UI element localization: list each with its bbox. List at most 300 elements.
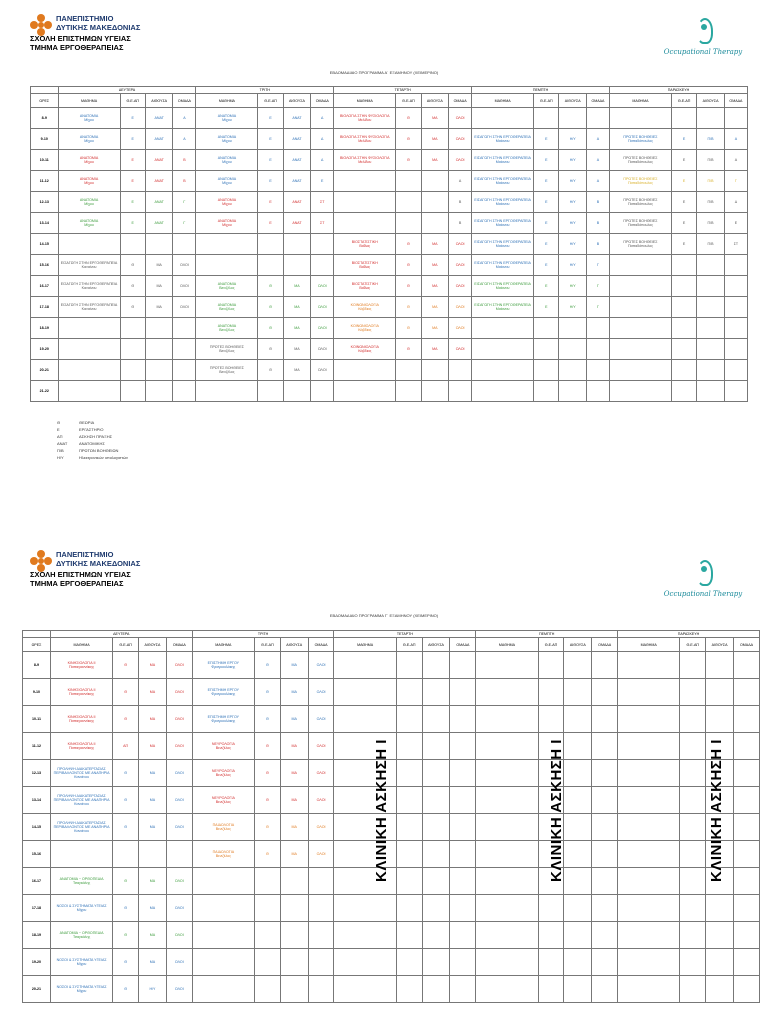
group-cell: ΟΛΟΙ <box>166 760 192 787</box>
legend-text: ΑΣΚΗΣΗ ΠΡΑΞΗΣ <box>79 434 113 439</box>
empty-cell <box>145 360 173 381</box>
ot-logo <box>658 18 748 56</box>
instructor-name: Μίχου <box>84 160 94 164</box>
instructor-name: Μίχου <box>84 181 94 185</box>
course-name: ΚΟΙΝΩΝΙΟΛΟΓΙΑ <box>350 303 379 307</box>
course-name: ΑΝΑΤΟΜΙΑ <box>217 198 237 202</box>
room-cell: Η/Υ <box>138 976 166 1003</box>
group-cell: ΟΛΟΙ <box>449 276 472 297</box>
empty-cell <box>618 895 680 922</box>
group-cell: Β <box>586 234 609 255</box>
group-cell: Α <box>586 129 609 150</box>
empty-cell <box>564 814 592 841</box>
empty-cell <box>422 760 450 787</box>
type-cell: Θ <box>113 922 139 949</box>
col-header-course: ΜΑΘΗΜΑ <box>334 638 396 652</box>
hour-cell: 17-18 <box>23 895 51 922</box>
room-cell: ΑΝΑΤ <box>145 192 173 213</box>
col-header-course: ΜΑΘΗΜΑ <box>58 94 120 108</box>
empty-cell <box>609 255 671 276</box>
empty-cell <box>734 706 760 733</box>
empty-cell <box>422 814 450 841</box>
empty-cell <box>538 922 564 949</box>
empty-cell <box>396 679 422 706</box>
room-cell: ΜΑ <box>145 255 173 276</box>
type-cell: Θ <box>113 787 139 814</box>
room-cell: ΑΝΑΤ <box>145 129 173 150</box>
course-cell <box>196 339 258 360</box>
course-name: ΠΡΟΛΗΨΗ ΔΙΑΚΑΤΕΡΓΑΣΙΑΣ ΠΕΡΙΒΑΛΛΟΝΤΟΣ ΜΕ ΑΝΑΠΗΡΙΑ <box>53 794 110 802</box>
empty-cell <box>618 760 680 787</box>
room-cell: ΜΑ <box>138 733 166 760</box>
empty-cell <box>173 381 196 402</box>
empty-cell <box>564 868 592 895</box>
group-cell: Β <box>173 150 196 171</box>
course-cell <box>58 171 120 192</box>
course-cell <box>50 733 112 760</box>
empty-cell <box>334 381 396 402</box>
day-header-4: ΠΕΜΠΤΗ <box>476 631 618 638</box>
course-name: ΒΙΟΛΟΓΙΑ ΣΤΗΝ ΦΥΣΙΟΛΟΓΙΑ <box>339 135 390 139</box>
group-cell: ΟΛΟΙ <box>166 679 192 706</box>
course-cell <box>196 150 258 171</box>
empty-cell <box>680 760 706 787</box>
course-cell <box>609 171 671 192</box>
instructor-name: Μίχου <box>76 989 87 993</box>
instructor-name: Παπαδόπουλος <box>627 202 653 206</box>
group-cell: ΟΛΟΙ <box>449 255 472 276</box>
room-cell: ΜΑ <box>280 814 308 841</box>
empty-cell <box>50 841 112 868</box>
empty-cell <box>308 949 334 976</box>
course-cell <box>196 108 258 129</box>
col-header-group: ΟΜΑΔΑ <box>308 638 334 652</box>
course-name: ΕΙΣΑΓΩΓΗ ΣΤΗΝ ΕΡΓΟΘΕΡΑΠΕΙΑ <box>474 303 531 307</box>
room-cell: ΑΝΑΤ <box>283 150 311 171</box>
empty-cell <box>586 339 609 360</box>
empty-cell <box>422 976 450 1003</box>
course-name: ΑΝΑΤΟΜΙΑ − ΟΡΘΟΠΕΔΙΑ <box>59 877 104 881</box>
empty-cell <box>680 706 706 733</box>
col-header-type: Θ-Ε-ΑΠ <box>120 94 145 108</box>
instructor-name: Μελίδου <box>358 160 372 164</box>
course-cell <box>192 760 254 787</box>
type-cell: Θ <box>255 652 281 679</box>
empty-cell <box>680 841 706 868</box>
empty-cell <box>618 733 680 760</box>
empty-cell <box>450 895 476 922</box>
empty-cell <box>609 381 671 402</box>
empty-cell <box>618 868 680 895</box>
group-cell: Α <box>173 108 196 129</box>
col-header-course: ΜΑΘΗΜΑ <box>192 638 254 652</box>
instructor-name: Βενιζέλος <box>215 800 231 804</box>
university-name-line1: ΠΑΝΕΠΙΣΤΗΜΙΟ <box>56 550 114 559</box>
course-cell <box>609 234 671 255</box>
empty-cell <box>476 652 538 679</box>
course-cell <box>196 318 258 339</box>
instructor-name: Βενιζέλος <box>219 370 235 374</box>
room-cell: ΑΝΑΤ <box>283 171 311 192</box>
col-header-group: ΟΜΑΔΑ <box>450 638 476 652</box>
clinical-practice-label-wed: ΚΛΙΝΙΚΗ ΑΣΚΗΣΗ Ι <box>372 739 390 882</box>
university-name-line2: ΔΥΤΙΚΗΣ ΜΑΚΕΔΟΝΙΑΣ <box>56 559 141 568</box>
room-cell: Π/Β <box>697 213 725 234</box>
instructor-name: Μίχου <box>76 908 87 912</box>
type-cell: Ε <box>258 213 283 234</box>
hour-cell: 13-14 <box>31 213 59 234</box>
course-cell <box>334 339 396 360</box>
room-cell: Π/Β <box>697 129 725 150</box>
empty-cell <box>734 787 760 814</box>
empty-cell <box>422 733 450 760</box>
course-name: ΑΝΑΤΟΜΙΑ <box>79 114 99 118</box>
room-cell: Π/Β <box>697 234 725 255</box>
empty-cell <box>311 234 334 255</box>
col-header-room: ΑΙΘΟΥΣΑ <box>145 94 173 108</box>
room-cell: Η/Υ <box>559 234 587 255</box>
room-cell: ΜΑ <box>421 297 449 318</box>
course-name: ΒΙΟΛΟΓΙΑ ΣΤΗΝ ΦΥΣΙΟΛΟΓΙΑ <box>339 156 390 160</box>
type-cell: Θ <box>113 679 139 706</box>
course-name: ΑΝΑΤΟΜΙΑ <box>217 177 237 181</box>
course-cell <box>472 234 534 255</box>
empty-cell <box>476 706 538 733</box>
empty-cell <box>538 895 564 922</box>
course-cell <box>50 760 112 787</box>
empty-cell <box>58 318 120 339</box>
course-cell <box>196 129 258 150</box>
course-cell <box>472 171 534 192</box>
empty-cell <box>706 652 734 679</box>
course-name: ΑΝΑΤΟΜΙΑ <box>79 219 99 223</box>
room-cell: Η/Υ <box>559 129 587 150</box>
course-cell <box>472 255 534 276</box>
empty-cell <box>564 733 592 760</box>
course-cell <box>58 192 120 213</box>
type-cell: Ε <box>258 150 283 171</box>
instructor-name: Κάβδιας <box>358 349 372 353</box>
empty-cell <box>173 234 196 255</box>
empty-cell <box>618 652 680 679</box>
type-cell: Ε <box>534 276 559 297</box>
empty-cell <box>609 297 671 318</box>
empty-cell <box>724 108 747 129</box>
instructor-name: Βαΐλας <box>359 244 371 248</box>
empty-cell <box>120 318 145 339</box>
empty-cell <box>538 679 564 706</box>
empty-cell <box>476 949 538 976</box>
col-header-group: ΟΜΑΔΑ <box>586 94 609 108</box>
course-cell <box>196 213 258 234</box>
course-name: ΒΙΟΣΤΑΤΙΣΤΙΚΗ <box>351 261 378 265</box>
legend-abbr: Θ <box>57 420 61 425</box>
empty-cell <box>706 976 734 1003</box>
course-name: ΕΙΣΑΓΩΓΗ ΣΤΗΝ ΕΡΓΟΘΕΡΑΠΕΙΑ <box>474 219 531 223</box>
type-cell: Θ <box>113 760 139 787</box>
instructor-name: Καναίνου <box>74 775 89 779</box>
hour-cell: 19-20 <box>23 949 51 976</box>
hour-cell: 17-18 <box>31 297 59 318</box>
university-emblem-icon <box>30 550 52 572</box>
course-name: ΠΡΩΤΕΣ ΒΟΗΘΕΙΕΣ <box>209 345 244 349</box>
legend-item <box>57 447 128 454</box>
empty-cell <box>680 679 706 706</box>
empty-cell <box>422 841 450 868</box>
col-header-room: ΑΙΘΟΥΣΑ <box>280 638 308 652</box>
empty-cell <box>706 949 734 976</box>
course-name: ΒΙΟΣΤΑΤΙΣΤΙΚΗ <box>351 282 378 286</box>
empty-cell <box>724 339 747 360</box>
col-header-type: Θ-Ε-ΑΠ <box>671 94 696 108</box>
empty-cell <box>592 652 618 679</box>
empty-cell <box>609 318 671 339</box>
room-cell: ΜΑ <box>280 760 308 787</box>
group-cell: ΟΛΟΙ <box>449 108 472 129</box>
university-emblem-icon <box>30 14 52 36</box>
instructor-name: Μίχου <box>222 181 232 185</box>
empty-cell <box>680 976 706 1003</box>
room-cell: ΑΝΑΤ <box>283 129 311 150</box>
type-cell: Ε <box>534 192 559 213</box>
hour-cell: 13-14 <box>23 787 51 814</box>
course-cell <box>472 150 534 171</box>
empty-cell <box>476 895 538 922</box>
course-cell <box>334 108 396 129</box>
col-header-group: ΟΜΑΔΑ <box>724 94 747 108</box>
course-cell <box>58 297 120 318</box>
col-header-type: Θ-Ε-ΑΠ <box>680 638 706 652</box>
course-name: ΕΙΣΑΓΩΓΗ ΣΤΗΝ ΕΡΓΟΘΕΡΑΠΕΙΑ <box>474 240 531 244</box>
hour-cell: 18-19 <box>23 922 51 949</box>
col-header-type: Θ-Ε-ΑΠ <box>255 638 281 652</box>
course-name: ΚΟΙΝΩΝΙΟΛΟΓΙΑ <box>350 324 379 328</box>
corner-cell <box>23 631 51 638</box>
room-cell: Η/Υ <box>559 297 587 318</box>
empty-cell <box>592 787 618 814</box>
empty-cell <box>450 706 476 733</box>
empty-cell <box>396 922 422 949</box>
empty-cell <box>255 976 281 1003</box>
course-name: ΕΙΣΑΓΩΓΗ ΣΤΗΝ ΕΡΓΟΘΕΡΑΠΕΙΑ <box>474 177 531 181</box>
group-cell: Γ <box>586 297 609 318</box>
empty-cell <box>120 234 145 255</box>
group-cell: Γ <box>586 276 609 297</box>
empty-cell <box>671 255 696 276</box>
empty-cell <box>422 652 450 679</box>
course-cell <box>50 814 112 841</box>
ot-head-icon <box>688 18 718 48</box>
room-cell: ΑΝΑΤ <box>145 108 173 129</box>
hour-cell: 14-15 <box>31 234 59 255</box>
group-cell: ΟΛΟΙ <box>308 679 334 706</box>
room-cell: ΜΑ <box>280 679 308 706</box>
group-cell: ΟΛΟΙ <box>311 318 334 339</box>
col-header-type: Θ-Ε-ΑΠ <box>396 638 422 652</box>
course-cell <box>196 297 258 318</box>
course-name: ΑΝΑΤΟΜΙΑ <box>79 177 99 181</box>
col-header-type: Θ-Ε-ΑΠ <box>396 94 421 108</box>
room-cell: ΜΑ <box>138 922 166 949</box>
empty-cell <box>422 922 450 949</box>
course-cell <box>192 706 254 733</box>
group-cell: ΟΛΟΙ <box>311 360 334 381</box>
room-cell: ΜΑ <box>421 129 449 150</box>
empty-cell <box>734 868 760 895</box>
course-cell <box>472 213 534 234</box>
empty-cell <box>680 895 706 922</box>
empty-cell <box>422 868 450 895</box>
type-cell: Ε <box>534 171 559 192</box>
course-name: ΠΡΟΛΗΨΗ ΔΙΑΚΑΤΕΡΓΑΣΙΑΣ ΠΕΡΙΒΑΛΛΟΝΤΟΣ ΜΕ ΑΝΑΠΗΡΙΑ <box>53 821 110 829</box>
empty-cell <box>734 814 760 841</box>
empty-cell <box>592 895 618 922</box>
course-name: ΠΡΩΤΕΣ ΒΟΗΘΕΙΕΣ <box>623 219 658 223</box>
empty-cell <box>173 339 196 360</box>
instructor-name: Μαίανου <box>495 265 510 269</box>
group-cell: Δ <box>311 129 334 150</box>
empty-cell <box>396 841 422 868</box>
type-cell: Θ <box>120 255 145 276</box>
instructor-name: Παπαδόπουλος <box>627 181 653 185</box>
course-name: ΝΕΥΡΟΛΟΓΙΑ <box>211 742 235 746</box>
course-cell <box>192 652 254 679</box>
instructor-name: Βενιζέλος <box>219 349 235 353</box>
empty-cell <box>396 976 422 1003</box>
course-name: ΑΝΑΤΟΜΙΑ <box>217 156 237 160</box>
schedule-title-2: ΕΒΔΟΜΑΔΙΑΙΟ ΠΡΟΓΡΑΜΜΑ Γ΄ ΕΞΑΜΗΝΟΥ (ΧΕΙΜΕΡΙΝΟ) <box>329 613 439 618</box>
empty-cell <box>422 895 450 922</box>
empty-cell <box>680 652 706 679</box>
instructor-name: Μίχου <box>84 223 94 227</box>
group-cell: ΟΛΟΙ <box>449 297 472 318</box>
course-name: ΝΟΣΟΙ & ΣΥΣΤΗΜΑΤΑ ΥΓΕΙΑΣ <box>56 904 107 908</box>
type-cell: Θ <box>120 297 145 318</box>
group-cell: ΟΛΟΙ <box>173 255 196 276</box>
room-cell: ΜΑ <box>138 868 166 895</box>
room-cell: ΜΑ <box>283 276 311 297</box>
group-cell: Α <box>449 171 472 192</box>
course-cell <box>192 679 254 706</box>
empty-cell <box>308 895 334 922</box>
group-cell: Γ <box>173 192 196 213</box>
empty-cell <box>396 706 422 733</box>
type-cell: Θ <box>258 339 283 360</box>
empty-cell <box>283 234 311 255</box>
group-cell: Ε <box>311 171 334 192</box>
col-header-room: ΑΙΘΟΥΣΑ <box>706 638 734 652</box>
department-name: ΤΜΗΜΑ ΕΡΓΟΘΕΡΑΠΕΙΑΣ <box>30 579 124 588</box>
instructor-name: Μαίανου <box>495 181 510 185</box>
empty-cell <box>472 108 534 129</box>
empty-cell <box>564 787 592 814</box>
course-cell <box>196 192 258 213</box>
empty-cell <box>450 814 476 841</box>
day-header-1: ΔΕΥΤΕΡΑ <box>58 87 196 94</box>
group-cell: Β <box>449 192 472 213</box>
empty-cell <box>734 976 760 1003</box>
instructor-name: Μίχου <box>84 139 94 143</box>
type-cell: Θ <box>255 706 281 733</box>
empty-cell <box>192 976 254 1003</box>
type-cell: Ε <box>671 213 696 234</box>
empty-cell <box>422 787 450 814</box>
empty-cell <box>609 276 671 297</box>
course-name: ΠΡΟΛΗΨΗ ΔΙΑΚΑΤΕΡΓΑΣΙΑΣ ΠΕΡΙΒΑΛΛΟΝΤΟΣ ΜΕ ΑΝΑΠΗΡΙΑ <box>53 767 110 775</box>
empty-cell <box>476 733 538 760</box>
empty-cell <box>586 108 609 129</box>
instructor-name: Μελίδου <box>358 118 372 122</box>
empty-cell <box>609 108 671 129</box>
course-name: ΕΙΣΑΓΩΓΗ ΣΤΗΝ ΕΡΓΟΘΕΡΑΠΕΙΑ <box>474 198 531 202</box>
empty-cell <box>697 276 725 297</box>
empty-cell <box>396 192 421 213</box>
empty-cell <box>697 255 725 276</box>
empty-cell <box>396 949 422 976</box>
type-cell: Ε <box>534 129 559 150</box>
group-cell: ΟΛΟΙ <box>449 318 472 339</box>
empty-cell <box>450 868 476 895</box>
hour-cell: 10-11 <box>23 706 51 733</box>
instructor-name: Μίχου <box>222 118 232 122</box>
course-name: ΑΝΑΤΟΜΙΑ <box>217 282 237 286</box>
instructor-name: Παπαδόπουλος <box>627 160 653 164</box>
type-cell: Θ <box>396 234 421 255</box>
empty-cell <box>58 339 120 360</box>
room-cell: ΜΑ <box>138 895 166 922</box>
group-cell: ΟΛΟΙ <box>308 652 334 679</box>
instructor-name: Μίχου <box>84 118 94 122</box>
course-cell <box>196 276 258 297</box>
empty-cell <box>450 652 476 679</box>
empty-cell <box>258 234 283 255</box>
type-cell: Ε <box>120 129 145 150</box>
room-cell: Η/Υ <box>559 255 587 276</box>
room-cell: ΑΝΑΤ <box>145 171 173 192</box>
course-cell <box>58 276 120 297</box>
instructor-name: Μαίανου <box>495 160 510 164</box>
course-cell <box>50 895 112 922</box>
course-name: ΠΡΩΤΕΣ ΒΟΗΘΕΙΕΣ <box>209 366 244 370</box>
type-cell: Θ <box>258 276 283 297</box>
empty-cell <box>145 339 173 360</box>
col-header-room: ΑΙΘΟΥΣΑ <box>421 94 449 108</box>
course-name: ΕΠΙΣΤΗΜΗ ΕΡΓΟΥ <box>207 715 240 719</box>
instructor-name: Φραγκουλάκης <box>211 692 236 696</box>
empty-cell <box>564 976 592 1003</box>
instructor-name: Βενιζέλος <box>219 286 235 290</box>
type-cell: Θ <box>258 297 283 318</box>
course-cell <box>192 787 254 814</box>
type-cell: Ε <box>671 192 696 213</box>
type-cell: Ε <box>671 150 696 171</box>
group-cell: ΟΛΟΙ <box>311 339 334 360</box>
col-header-course: ΜΑΘΗΜΑ <box>476 638 538 652</box>
instructor-name: Μαίανου <box>495 307 510 311</box>
room-cell: Η/Υ <box>559 150 587 171</box>
room-cell: ΜΑ <box>280 652 308 679</box>
empty-cell <box>472 339 534 360</box>
course-cell <box>50 679 112 706</box>
legend-text: ΕΡΓΑΣΤΗΡΙΟ <box>79 427 104 432</box>
course-cell <box>472 276 534 297</box>
group-cell: Β <box>586 192 609 213</box>
course-cell <box>58 108 120 129</box>
col-header-course: ΜΑΘΗΜΑ <box>618 638 680 652</box>
course-name: ΠΡΩΤΕΣ ΒΟΗΘΕΙΕΣ <box>623 177 658 181</box>
hour-cell: 21-22 <box>31 381 59 402</box>
empty-cell <box>734 841 760 868</box>
